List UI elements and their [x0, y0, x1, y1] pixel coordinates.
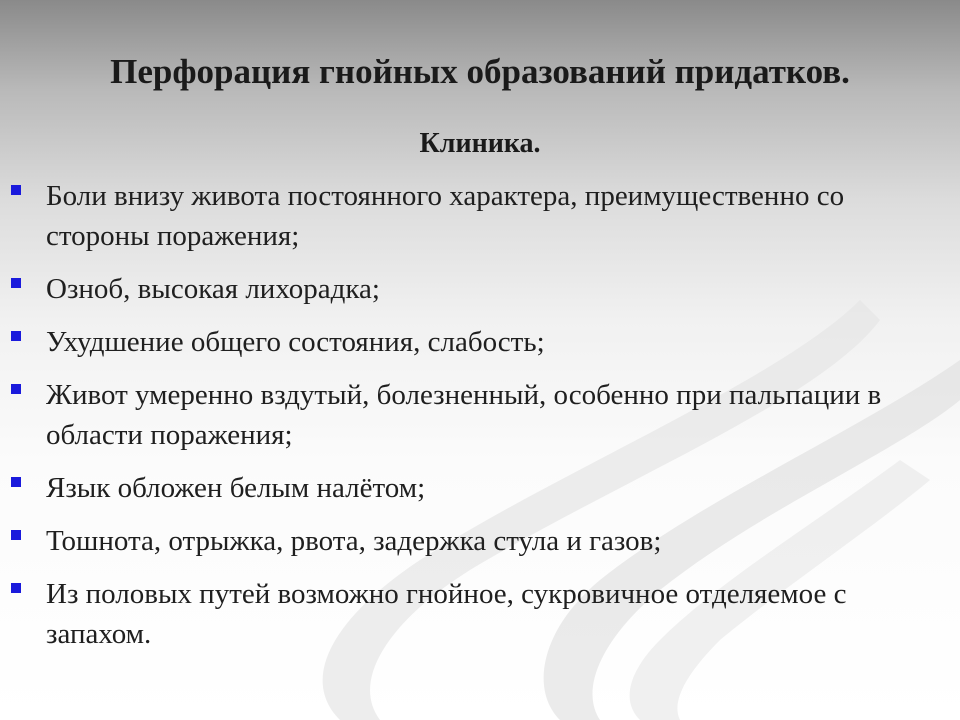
slide-subtitle: Клиника.	[419, 128, 541, 159]
square-bullet-icon	[11, 530, 21, 540]
bullet-item	[0, 176, 960, 256]
bullet-list	[0, 176, 960, 667]
bullet-text: Язык обложен белым налётом;	[46, 472, 426, 504]
bullet-text: Боли внизу живота постоянного характера, преимущественно со стороны поражения;	[46, 180, 845, 252]
bullet-text: Из половых путей возможно гнойное, сукровичное отделяемое с запахом.	[46, 578, 847, 650]
square-bullet-icon	[11, 331, 21, 341]
bullet-item	[0, 468, 960, 508]
bullet-text: Озноб, высокая лихорадка;	[46, 273, 380, 305]
bullet-text: Живот умеренно вздутый, болезненный, особенно при пальпации в области поражения;	[46, 379, 882, 451]
bullet-text: Тошнота, отрыжка, рвота, задержка стула и газов;	[46, 525, 662, 557]
square-bullet-icon	[11, 384, 21, 394]
bullet-item	[0, 322, 960, 362]
bullet-item	[0, 269, 960, 309]
square-bullet-icon	[11, 583, 21, 593]
square-bullet-icon	[11, 477, 21, 487]
slide-title: Перфорация гнойных образований придатков.	[110, 52, 850, 91]
square-bullet-icon	[11, 278, 21, 288]
bullet-item	[0, 375, 960, 455]
bullet-item	[0, 574, 960, 654]
square-bullet-icon	[11, 185, 21, 195]
bullet-text: Ухудшение общего состояния, слабость;	[46, 326, 545, 358]
bullet-item	[0, 521, 960, 561]
